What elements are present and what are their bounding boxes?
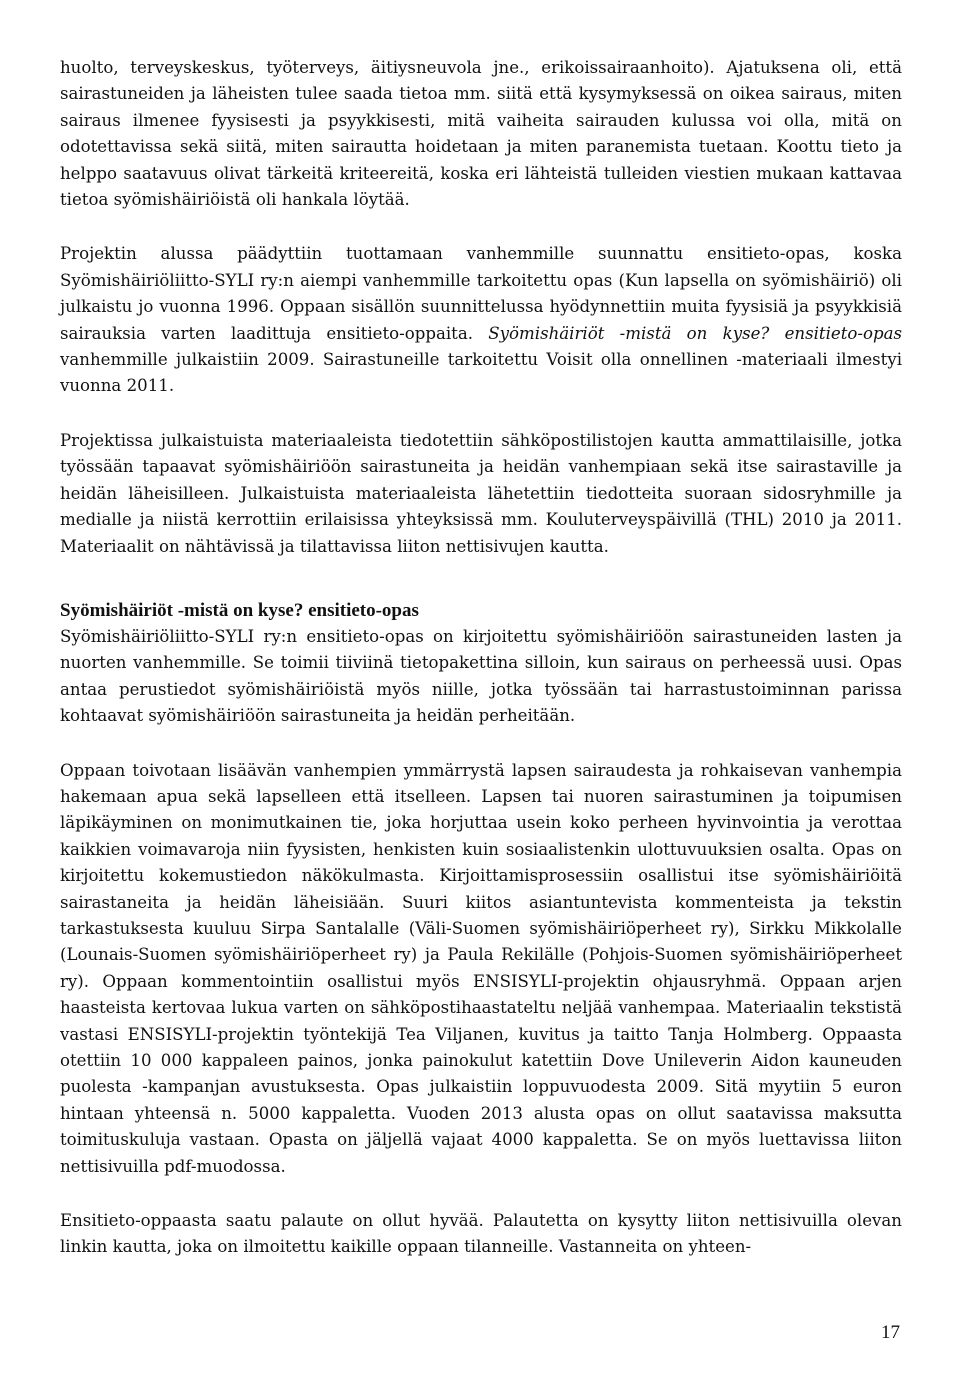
paragraph-feedback: Ensitieto-oppaasta saatu palaute on ollut hyvää. Palautetta on kysytty liiton nettisivuilla olevan linkin kautta, joka on ilmoitettu kaikille oppaan tilanneille. Vastanneita on yhteen- [60,1211,902,1257]
paragraph-publications: Projektissa julkaistuista materiaaleista tiedotettiin sähköpostilistojen kautta ammattilaisille, jotka työssään tapaavat syömishäiriöön sairastuneita ja heidän vanhempiaan sekä itse sairastaville ja heidän läheisilleen. Julkaistuista materiaaleista lähetettiin tiedotteita suoraan sidosryhmille ja medialle ja niistä kerrottiin erilaisissa yhteyksissä mm. Kouluterveyspäivillä (THL) 2010 ja 2011. Materiaalit on nähtävissä ja tilattavissa liiton nettisivujen kautta. [60,430,902,556]
paragraph-project-start-text: Projektin alussa päädyttiin tuottamaan vanhemmille suunnattu ensitieto-opas, koska Syömishäiriöliitto-SYLI ry:n aiempi vanhemmille tarkoitettu opas (Kun lapsella on syömishäiriö) oli julkaistu jo vuonna 1996. Oppaan sisällön suunnittelussa hyödynnettiin muita fyysisiä ja psyykkisiä sairauksia varten laadittuja ensitieto-oppaita. [60,244,902,343]
paragraph-guide-description: Syömishäiriöliitto-SYLI ry:n ensitieto-opas on kirjoitettu syömishäiriöön sairastuneiden lasten ja nuorten vanhemmille. Se toimii tiiviinä tietopakettina silloin, kun sairaus on perheessä uusi. Opas antaa perustiedot syömishäiriöistä myös niille, jotka työssään tai harrastustoiminnan parissa kohtaavat syömishäiriöön sairastuneita ja heidän perheitään. [60,626,902,726]
document-page [60,55,902,1261]
guide-title-italic: Syömishäiriöt -mistä on kyse? ensitieto-opas [488,323,903,343]
section-heading: Syömishäiriöt -mistä on kyse? ensitieto-opas [60,599,419,621]
page-number: 17 [881,1322,900,1343]
paragraph-intro: huolto, terveyskeskus, työterveys, äitiysneuvola jne., erikoissairaanhoito). Ajatuksena oli, että sairastuneiden ja läheisten tulee saada tietoa mm. siitä että kysymyksessä on oikea sairaus, miten sairaus ilmenee fyysisesti ja psyykkisesti, mitä vaiheita sairauden kulussa voi olla, mitä on odotettavissa sekä siitä, miten sairautta hoidetaan ja miten paranemista tuetaan. Koottu tieto ja helppo saatavuus olivat tärkeitä kriteereitä, koska eri lähteistä tulleiden viestien mukaan kattavaa tietoa syömishäiriöistä oli hankala löytää. [60,58,902,210]
paragraph-guide-goals: Oppaan toivotaan lisäävän vanhempien ymmärrystä lapsen sairaudesta ja rohkaisevan vanhempia hakemaan apua sekä lapselleen että itselleen. Lapsen tai nuoren sairastuminen ja toipumisen läpikäyminen on monimutkainen tie, joka horjuttaa usein koko perheen hyvinvointia ja verottaa kaikkien voimavaroja niin fyysisten, henkisten kuin sosiaalistenkin ulottuvuuksien osalta. Opas on kirjoitettu kokemustiedon näkökulmasta. Kirjoittamisprosessiin osallistui itse syömishäiriöitä sairastaneita ja heidän läheisiään. Suuri kiitos asiantuntevista kommenteista ja tekstin tarkastuksesta kuuluu Sirpa Santalalle (Väli-Suomen syömishäiriöperheet ry), Sirkku Mikkolalle (Lounais-Suomen syömishäiriöperheet ry) ja Paula Rekilälle (Pohjois-Suomen syömishäiriöperheet ry). Oppaan kommentointiin osallistui myös ENSISYLI-projektin ohjausryhmä. Oppaan arjen haasteista kertovaa lukua varten on sähköpostihaastateltu neljää vanhempaa. Materiaalin tekstistä vastasi ENSISYLI-projektin työntekijä Tea Viljanen, kuvitus ja taitto Tanja Holmberg. Oppaasta otettiin 10 000 kappaleen painos, jonka painokulut katettiin Dove Unileverin Aidon kauneuden puolesta -kampanjan avustuksesta. Opas julkaistiin loppuvuodesta 2009. Sitä myytiin 5 euron hintaan yhteensä n. 5000 kappaletta. Vuoden 2013 alusta opas on ollut saatavissa maksutta toimituskuluja vastaan. Opasta on jäljellä vajaat 4000 kappaletta. Se on myös luettavissa liiton nettisivuilla pdf-muodossa. [60,760,902,1176]
paragraph-project-start [60,241,902,399]
paragraph-project-start-end: vanhemmille julkaistiin 2009. Sairastuneille tarkoitettu Voisit olla onnellinen -materiaali ilmestyi vuonna 2011. [60,350,902,396]
